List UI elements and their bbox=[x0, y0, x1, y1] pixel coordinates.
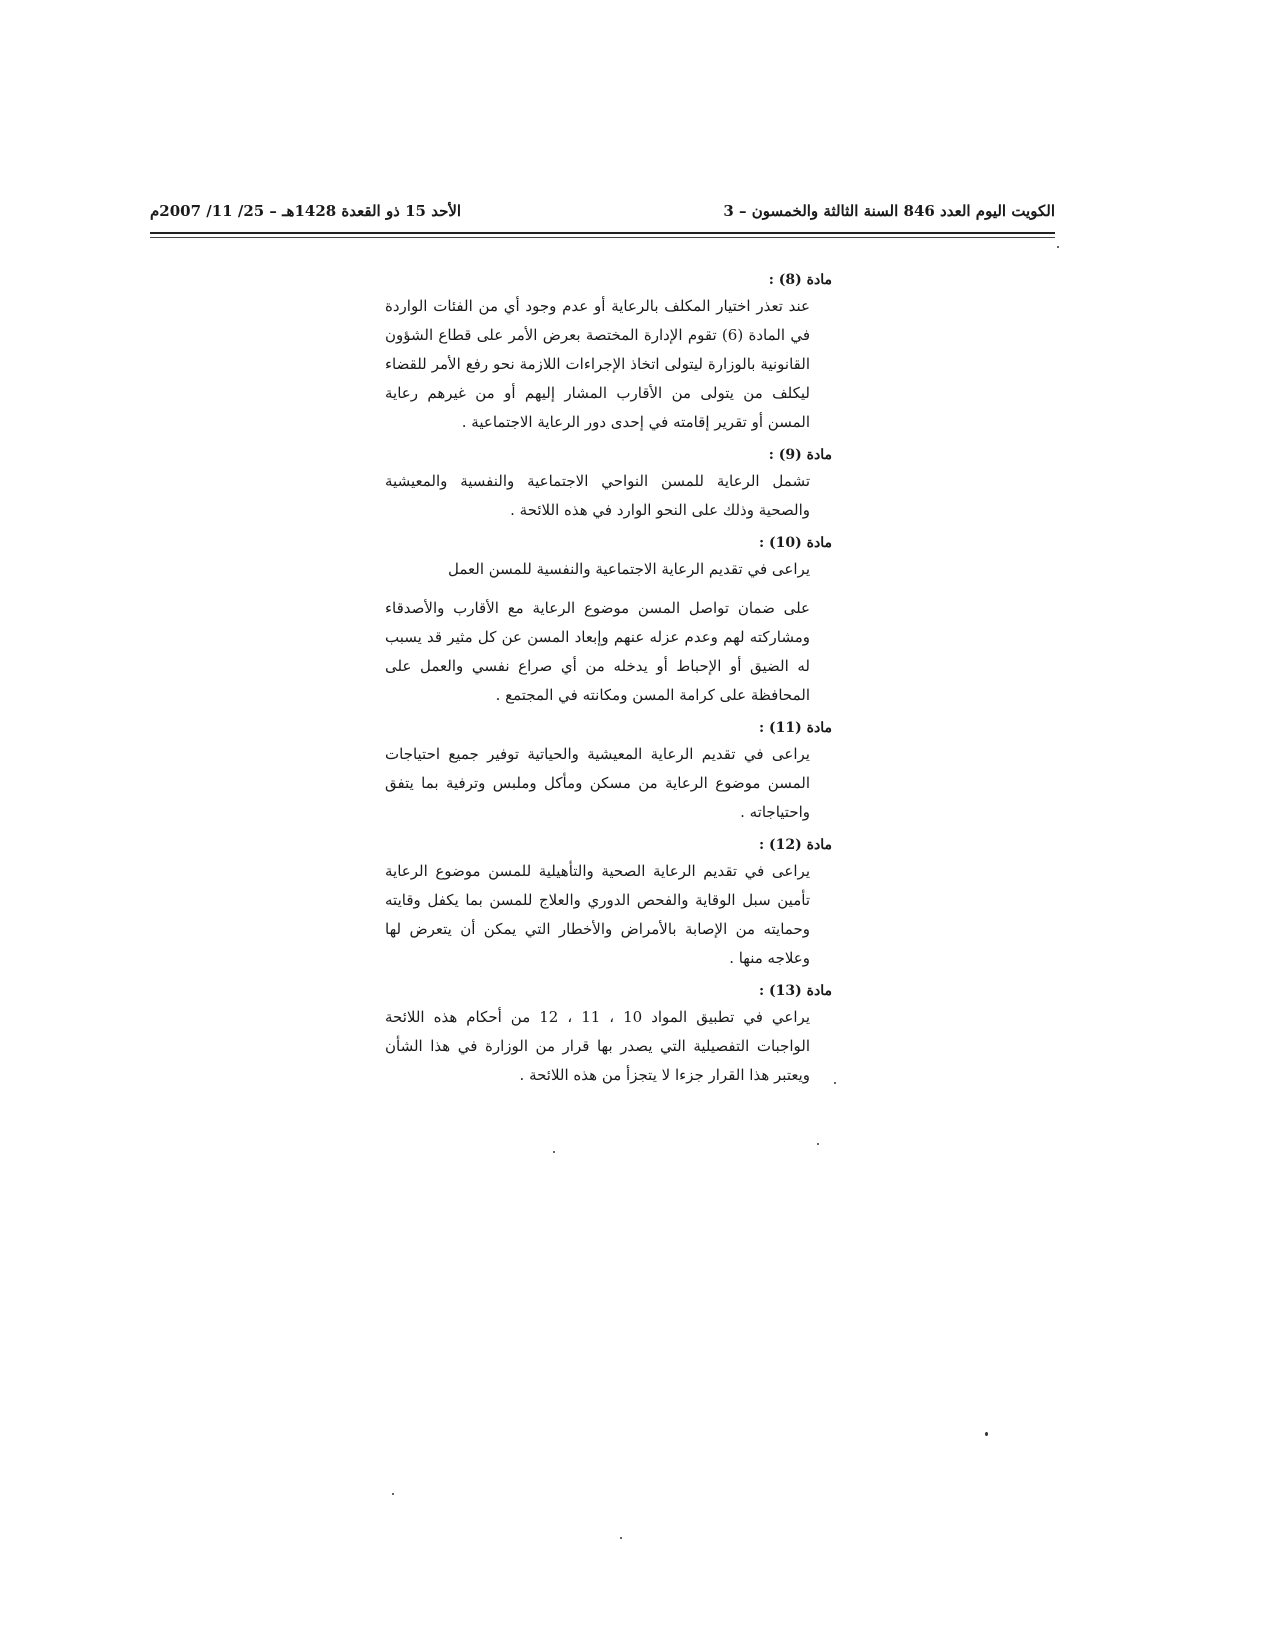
header-rule bbox=[150, 232, 1055, 234]
scan-speck bbox=[392, 1493, 394, 1495]
scan-speck bbox=[1057, 246, 1059, 248]
article-9 bbox=[385, 443, 832, 525]
article-text: يراعي في تطبيق المواد 10 ، 11 ، 12 من أحكام هذه اللائحة الواجبات التفصيلية التي يصدر بها قرار من الوزارة في هذا الشأن ويعتبر هذا القرار جزءا لا يتجزأ من هذه اللائحة . bbox=[385, 1008, 810, 1084]
article-title: مادة (12) : bbox=[759, 837, 832, 853]
gazette-date: الأحد 15 ذو القعدة 1428هـ – 25/ 11/ 2007م bbox=[150, 202, 462, 220]
article-title: مادة (13) : bbox=[759, 983, 832, 999]
article-10 bbox=[385, 531, 832, 710]
articles-column bbox=[385, 268, 832, 1096]
scan-speck bbox=[553, 1151, 555, 1153]
article-8 bbox=[385, 268, 832, 437]
article-text: تشمل الرعاية للمسن النواحي الاجتماعية والنفسية والمعيشية والصحية وذلك على النحو الوارد في هذه اللائحة . bbox=[385, 472, 810, 519]
article-12 bbox=[385, 833, 832, 973]
article-title: مادة (10) : bbox=[759, 535, 832, 551]
scan-speck bbox=[834, 1082, 836, 1084]
article-text: على ضمان تواصل المسن موضوع الرعاية مع الأقارب والأصدقاء ومشاركته لهم وعدم عزله عنهم وإبعاد المسن عن كل مثير قد يسبب له الضيق أو الإحباط أو يدخله من أي صراع نفسي والعمل على المحافظة على كرامة المسن ومكانته في المجتمع . bbox=[385, 599, 810, 704]
article-11 bbox=[385, 716, 832, 827]
page-header bbox=[150, 202, 1055, 228]
header-rule-thin bbox=[150, 237, 1055, 238]
article-text: يراعى في تقديم الرعاية المعيشية والحياتية توفير جميع احتياجات المسن موضوع الرعاية من مسكن ومأكل وملبس وترفية بما يتفق واحتياجاته . bbox=[385, 745, 810, 821]
article-13 bbox=[385, 979, 832, 1090]
article-text: يراعى في تقديم الرعاية الاجتماعية والنفسية للمسن العمل bbox=[447, 560, 810, 578]
article-text: عند تعذر اختيار المكلف بالرعاية أو عدم وجود أي من الفئات الواردة في المادة (6) تقوم الإدارة المختصة بعرض الأمر على قطاع الشؤون القانونية بالوزارة ليتولى اتخاذ الإجراءات اللازمة نحو رفع الأمر للقضاء ليكلف من يتولى من الأقارب المشار إليهم أو من غيرهم رعاية المسن أو تقرير إقامته في إحدى دور الرعاية الاجتماعية . bbox=[385, 297, 810, 431]
scan-speck bbox=[985, 1432, 988, 1436]
article-title: مادة (11) : bbox=[759, 720, 832, 736]
gazette-issue-info: الكويت اليوم العدد 846 السنة الثالثة والخمسون – 3 bbox=[723, 202, 1055, 220]
article-text: يراعى في تقديم الرعاية الصحية والتأهيلية للمسن موضوع الرعاية تأمين سبل الوقاية والفحص الدوري والعلاج للمسن بما يكفل وقايته وحمايته من الإصابة بالأمراض والأخطار التي يمكن أن يتعرض لها وعلاجه منها . bbox=[385, 862, 810, 967]
scan-speck bbox=[620, 1537, 622, 1539]
scan-speck bbox=[817, 1143, 819, 1145]
article-title: مادة (8) : bbox=[768, 272, 832, 288]
article-title: مادة (9) : bbox=[768, 447, 832, 463]
